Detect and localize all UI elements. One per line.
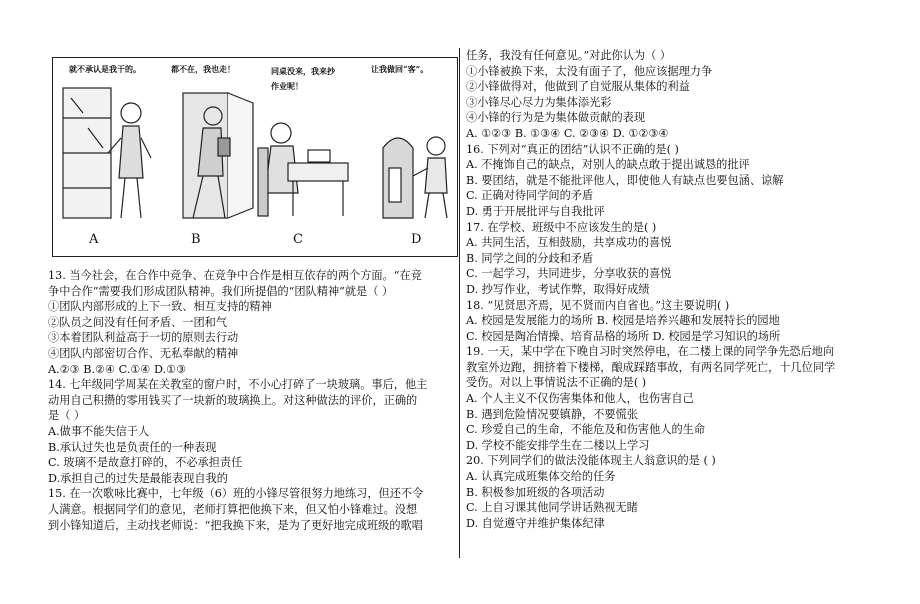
right-column <box>466 48 876 531</box>
panel-a-drawing <box>63 88 151 218</box>
text-line: 15. 在一次歌咏比赛中，七年级（6）班的小锋尽管很努力地练习，但还不令 <box>48 487 424 501</box>
text-line: C. 珍爱自己的生命，不能危及和伤害他人的生命 <box>466 423 706 437</box>
text-line: B. 要团结，就是不能批评他人，即使他人有缺点也要包涵、谅解 <box>466 173 784 187</box>
text-line: B. 同学之间的分歧和矛盾 <box>466 251 594 265</box>
panel-label-d: D <box>411 232 422 247</box>
text-line: ④团队内部密切合作、无私奉献的精神 <box>48 346 239 360</box>
cartoon-drawing <box>53 58 457 256</box>
text-line: C. 一起学习，共同进步，分享收获的喜悦 <box>466 267 672 281</box>
cartoon-figure <box>52 57 458 257</box>
text-line: 19. 一天，某中学在下晚自习时突然停电，在二楼上课的同学争先恐后地向 <box>466 345 835 359</box>
text-line: A. ①②③ B. ①③④ C. ②③④ D. ①②③④ <box>466 126 669 140</box>
text-line: ①团队内部形成的上下一致、相互支持的精神 <box>48 300 272 314</box>
panel-label-a: A <box>89 232 99 247</box>
text-line: 是（ ） <box>48 409 86 423</box>
caption-d: 让我做回“客”。 <box>371 64 429 74</box>
text-line: C. 校园是陶冶情操、培育品格的场所 D. 校园是学习知识的场所 <box>466 329 781 343</box>
text-line: 受伤。对以上事情说法不正确的是( ) <box>466 376 647 390</box>
text-line: D. 自觉遵守并维护集体纪律 <box>466 516 605 530</box>
text-line: C. 正确对待同学间的矛盾 <box>466 189 594 203</box>
text-line: B. 积极参加班级的各项活动 <box>466 485 605 499</box>
panel-b-drawing <box>183 93 253 218</box>
text-line: ③本着团队利益高于一切的原则去行动 <box>48 331 239 345</box>
caption-a: 就不承认是我干的。 <box>69 64 141 74</box>
text-line: D.承担自己的过失是最能表现自我的 <box>48 471 228 485</box>
text-line: D. 勇于开展批评与自我批评 <box>466 204 605 218</box>
text-line: 14. 七年级同学周某在关教室的窗户时，不小心打碎了一块玻璃。事后，他主 <box>48 378 428 392</box>
panel-d-drawing <box>383 137 447 218</box>
text-line: A.②③ B.②④ C.①④ D.①③ <box>48 362 187 376</box>
text-line: ②小锋做得对，他做到了自觉服从集体的利益 <box>466 80 690 94</box>
text-line: ①小锋被换下来，太没有面子了，他应该据理力争 <box>466 64 713 78</box>
left-column <box>48 268 458 533</box>
text-line: D. 抄写作业，考试作弊，取得好成绩 <box>466 282 650 296</box>
text-line: B. 遇到危险情况要镇静，不要慌张 <box>466 407 638 421</box>
text-line: 动用自己积攒的零用钱买了一块新的玻璃换上。对这种做法的评价，正确的 <box>48 393 418 407</box>
text-line: ④小锋的行为是为集体做贡献的表现 <box>466 111 646 125</box>
text-line: B.承认过失也是负责任的一种表现 <box>48 440 217 454</box>
text-line: 18. “见贤思齐焉，见不贤而内自省也。”这主要说明( ) <box>466 298 730 312</box>
column-divider <box>459 48 460 558</box>
text-line: ②队员之间没有任何矛盾、一团和气 <box>48 315 228 329</box>
panel-label-c: C <box>293 232 303 247</box>
panel-label-b: B <box>191 232 201 247</box>
text-line: 17. 在学校、班级中不应该发生的是( ) <box>466 220 657 234</box>
text-line: 教室外边跑，拥挤着下楼梯，酿成踩踏事故，有两名同学死亡，十几位同学 <box>466 360 836 374</box>
text-line: 到小锋知道后，主动找老师说：“把我换下来，是为了更好地完成班级的歌唱 <box>48 518 423 532</box>
text-line: 13. 当今社会，在合作中竞争、在竞争中合作是相互依存的两个方面。“在竞 <box>48 269 422 282</box>
text-line: 争中合作”需要我们形成团队精神。我们所提倡的“团队精神”就是（ ） <box>48 284 394 298</box>
panel-c-drawing <box>258 123 348 216</box>
caption-c: 同桌没来，我来抄作业呢！ <box>271 66 335 91</box>
text-line: 任务，我没有任何意见。”对此你认为（ ） <box>466 49 672 62</box>
text-line: C. 玻璃不是故意打碎的，不必承担责任 <box>48 456 243 470</box>
text-line: D. 学校不能安排学生在二楼以上学习 <box>466 438 650 452</box>
text-line: A. 共同生活，互相鼓励，共享成功的喜悦 <box>466 236 672 250</box>
text-line: A. 校园是发展能力的场所 B. 校园是培养兴趣和发展特长的园地 <box>466 314 780 328</box>
text-line: A.做事不能失信于人 <box>48 424 150 438</box>
text-line: C. 上自习课其他同学讲话熟视无睹 <box>466 501 638 515</box>
text-line: 人满意。根据同学们的意见，老师打算把他换下来，但又怕小锋难过。没想 <box>48 502 418 516</box>
text-line: 16. 下列对“真正的团结”认识不正确的是( ) <box>466 142 679 156</box>
text-line: A. 认真完成班集体交给的任务 <box>466 470 616 484</box>
text-line: A. 个人主义不仅伤害集体和他人，也伤害自己 <box>466 392 694 406</box>
text-line: A. 不掩饰自己的缺点，对别人的缺点敢于提出诚恳的批评 <box>466 158 750 172</box>
text-line: 20. 下列同学们的做法没能体现主人翁意识的是 ( ) <box>466 454 716 468</box>
caption-b: 都不在，我也走！ <box>171 64 235 74</box>
text-line: ③小锋尽心尽力为集体添光彩 <box>466 95 612 109</box>
